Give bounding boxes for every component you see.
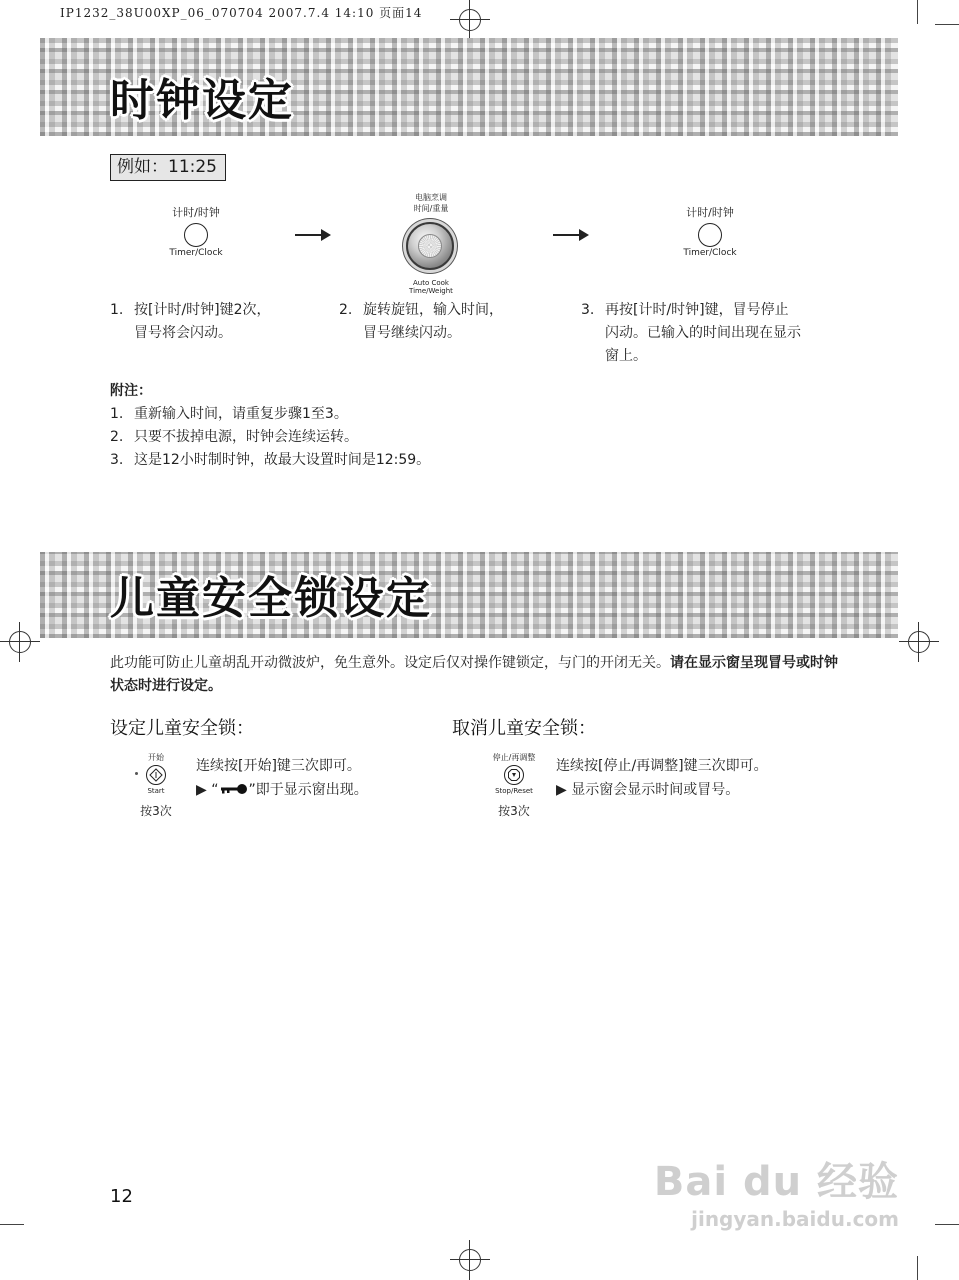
step-3 <box>581 299 841 374</box>
note-item <box>110 403 430 426</box>
knob-label-en-1: Auto Cook <box>413 279 449 287</box>
step-number: 1. <box>110 302 124 318</box>
step-line: 再按[计时/时钟]键，冒号停止 <box>605 302 789 318</box>
section-banner-clock <box>40 38 898 136</box>
intro-text: 此功能可防止儿童胡乱开动微波炉，免生意外。设定后仅对操作键锁定，与门的开闭无关。 <box>110 655 670 671</box>
timer-clock-button-icon <box>698 223 722 247</box>
note-text: 这是12小时制时钟，故最大设置时间是12:59。 <box>134 452 431 468</box>
example-label: 例如：11:25 <box>110 154 226 181</box>
button-label-en: Timer/Clock <box>169 248 223 258</box>
set-lock-instructions <box>196 754 368 802</box>
step-line: 窗上。 <box>605 348 647 364</box>
key-icon <box>219 783 249 795</box>
indicator-dot-icon <box>135 772 138 775</box>
triangle-bullet-icon: ▶ <box>196 782 207 798</box>
trim-mark <box>917 0 918 24</box>
stop-button-label-cn: 停止/再调整 <box>492 753 536 762</box>
step-line: 按[计时/时钟]键2次， <box>134 302 271 318</box>
step-1 <box>110 299 330 369</box>
button-label-en: Timer/Clock <box>683 248 737 258</box>
baidu-watermark <box>654 1150 899 1231</box>
cancel-lock-heading: 取消儿童安全锁： <box>452 718 596 739</box>
step-line: 闪动。已输入的时间出现在显示 <box>605 325 801 341</box>
section-title-clock: 时钟设定 <box>110 75 294 126</box>
stop-reset-button-diagram <box>486 752 542 822</box>
instruction-line: 连续按[停止/再调整]键三次即可。 <box>556 758 768 774</box>
timer-clock-button-diagram-2 <box>674 204 746 258</box>
start-button-icon <box>146 765 166 785</box>
note-number: 2. <box>110 429 124 445</box>
set-lock-heading: 设定儿童安全锁： <box>110 718 254 739</box>
press-count-label: 按3次 <box>498 804 530 818</box>
registration-mark-right <box>899 622 939 662</box>
stop-button-label-en: Stop/Reset <box>495 787 533 795</box>
section-banner-child-lock <box>40 552 898 638</box>
note-number: 3. <box>110 452 124 468</box>
step-line: 冒号继续闪动。 <box>363 325 461 341</box>
press-count-label: 按3次 <box>140 804 172 818</box>
child-lock-intro <box>110 652 850 698</box>
registration-mark-top <box>450 0 490 40</box>
note-text: 只要不拔掉电源，时钟会连续运转。 <box>134 429 358 445</box>
instruction-text: 显示窗会显示时间或冒号。 <box>571 782 740 798</box>
page-number: 12 <box>110 1186 133 1207</box>
section-title-child-lock: 儿童安全锁设定 <box>110 573 432 624</box>
note-item <box>110 449 430 472</box>
step-number: 3. <box>581 302 595 318</box>
registration-mark-bottom <box>450 1240 490 1280</box>
step-line: 冒号将会闪动。 <box>134 325 232 341</box>
step-2 <box>339 299 569 369</box>
knob-label-en-2: Time/Weight <box>409 287 453 295</box>
arrow-right-icon <box>295 234 329 236</box>
triangle-bullet-icon: ▶ <box>556 782 567 798</box>
stop-symbol-icon <box>505 766 523 784</box>
intro-bold-text: 请在显示窗呈现冒号或时钟状态时进行设定。 <box>110 655 838 694</box>
auto-cook-knob-diagram <box>396 192 466 297</box>
watermark-logo: Bai du 经验 <box>653 1159 899 1205</box>
timer-clock-button-diagram-1 <box>160 204 232 258</box>
trim-mark <box>0 1224 24 1225</box>
knob-label-cn-1: 电脑烹调 <box>415 193 447 202</box>
stop-reset-button-icon <box>504 765 524 785</box>
start-button-label-en: Start <box>147 787 165 795</box>
quote-open: “ <box>211 782 219 798</box>
note-text: 重新输入时间，请重复步骤1至3。 <box>134 406 348 422</box>
knob-center-icon <box>418 234 442 258</box>
button-label-cn: 计时/时钟 <box>172 206 220 219</box>
instruction-line: 连续按[开始]键三次即可。 <box>196 758 361 774</box>
start-button-diagram <box>130 752 182 822</box>
notes-block <box>110 380 430 472</box>
note-item <box>110 426 430 449</box>
note-number: 1. <box>110 406 124 422</box>
trim-mark <box>917 1256 918 1280</box>
instruction-line-2 <box>196 778 368 802</box>
registration-mark-left <box>0 622 40 662</box>
quote-close-text: ”即于显示窗出现。 <box>248 782 368 798</box>
trim-mark <box>935 1224 959 1225</box>
knob-icon <box>406 222 454 270</box>
cancel-lock-instructions <box>556 754 768 802</box>
knob-label-cn-2: 时间/重量 <box>413 204 449 213</box>
start-button-label-cn: 开始 <box>148 753 164 762</box>
arrow-right-icon <box>553 234 587 236</box>
trim-mark <box>935 24 959 25</box>
timer-clock-button-icon <box>184 223 208 247</box>
watermark-url: jingyan.baidu.com <box>691 1207 899 1231</box>
button-label-cn: 计时/时钟 <box>686 206 734 219</box>
print-header: IP1232_38U00XP_06_070704 2007.7.4 14:10 页面14 <box>60 6 423 20</box>
instruction-line-2 <box>556 778 768 802</box>
notes-title: 附注： <box>110 383 152 399</box>
step-number: 2. <box>339 302 353 318</box>
step-line: 旋转旋钮，输入时间， <box>363 302 503 318</box>
start-symbol-icon <box>147 766 165 784</box>
